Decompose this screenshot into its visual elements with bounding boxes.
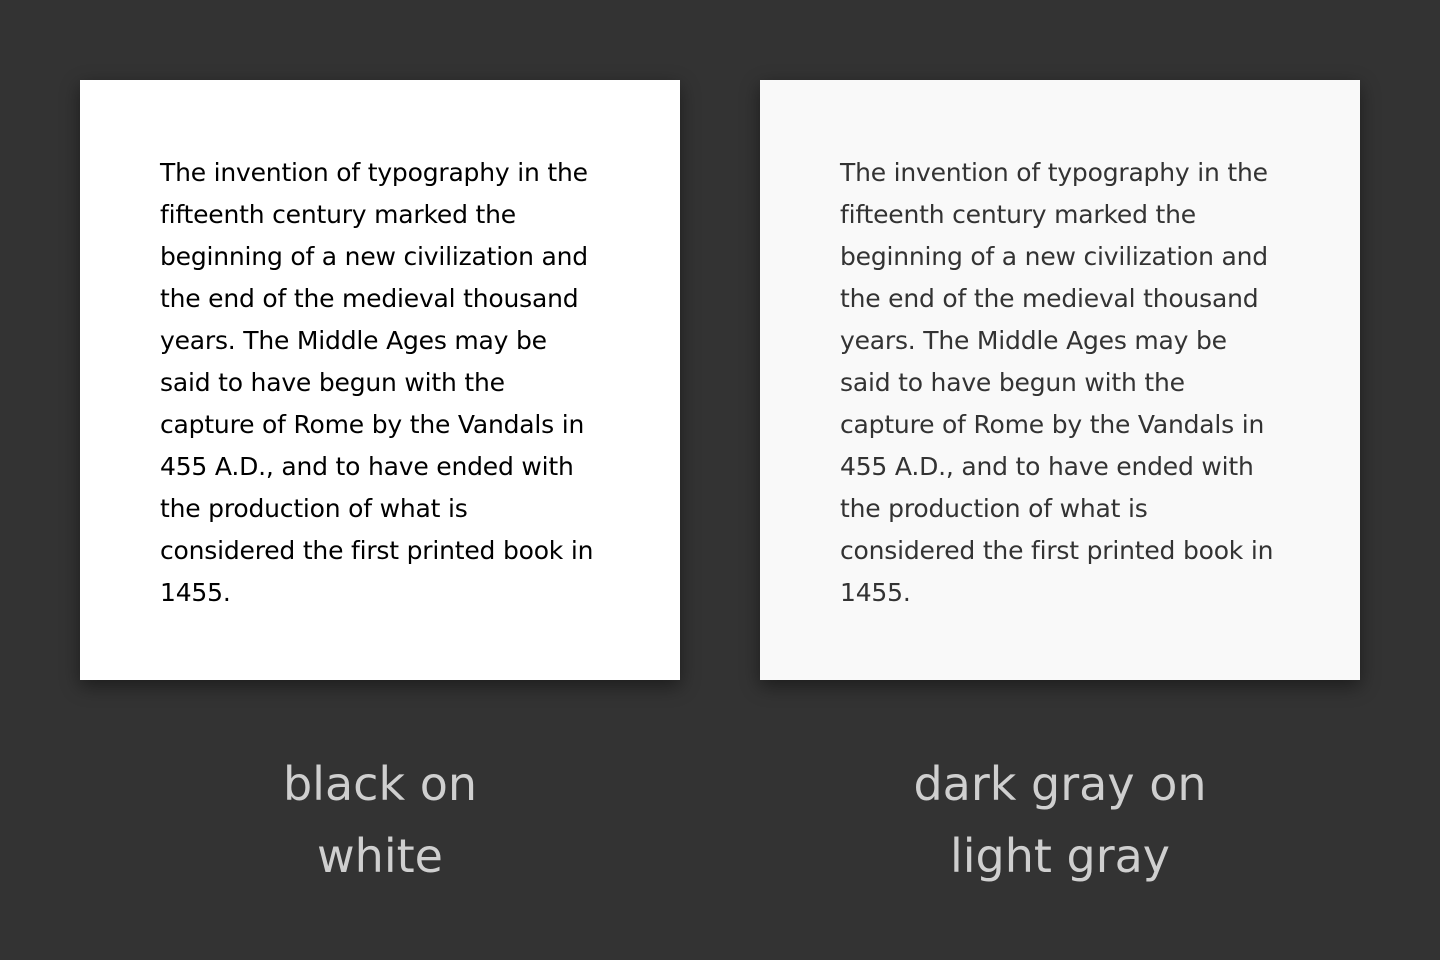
sample-paragraph: The invention of typography in the fifteenth century marked the beginning of a new civilization and the end of the medieval thousand years. The Middle Ages may be said to have begun with the capture of Rome by the Vandals in 455 A.D., and to have ended with the production of what is considered the first printed book in 1455. (160, 158, 594, 607)
caption-line: white (317, 829, 443, 883)
caption-dark-gray-on-light-gray (760, 748, 1360, 892)
sample-card-dark-gray-on-light-gray (760, 80, 1360, 680)
sample-paragraph: The invention of typography in the fifteenth century marked the beginning of a new civilization and the end of the medieval thousand years. The Middle Ages may be said to have begun with the capture of Rome by the Vandals in 455 A.D., and to have ended with the production of what is considered the first printed book in 1455. (840, 158, 1274, 607)
caption-line: light gray (949, 829, 1171, 883)
caption-line: black on (282, 757, 478, 811)
caption-black-on-white (80, 748, 680, 892)
caption-line: dark gray on (913, 757, 1207, 811)
sample-card-black-on-white (80, 80, 680, 680)
